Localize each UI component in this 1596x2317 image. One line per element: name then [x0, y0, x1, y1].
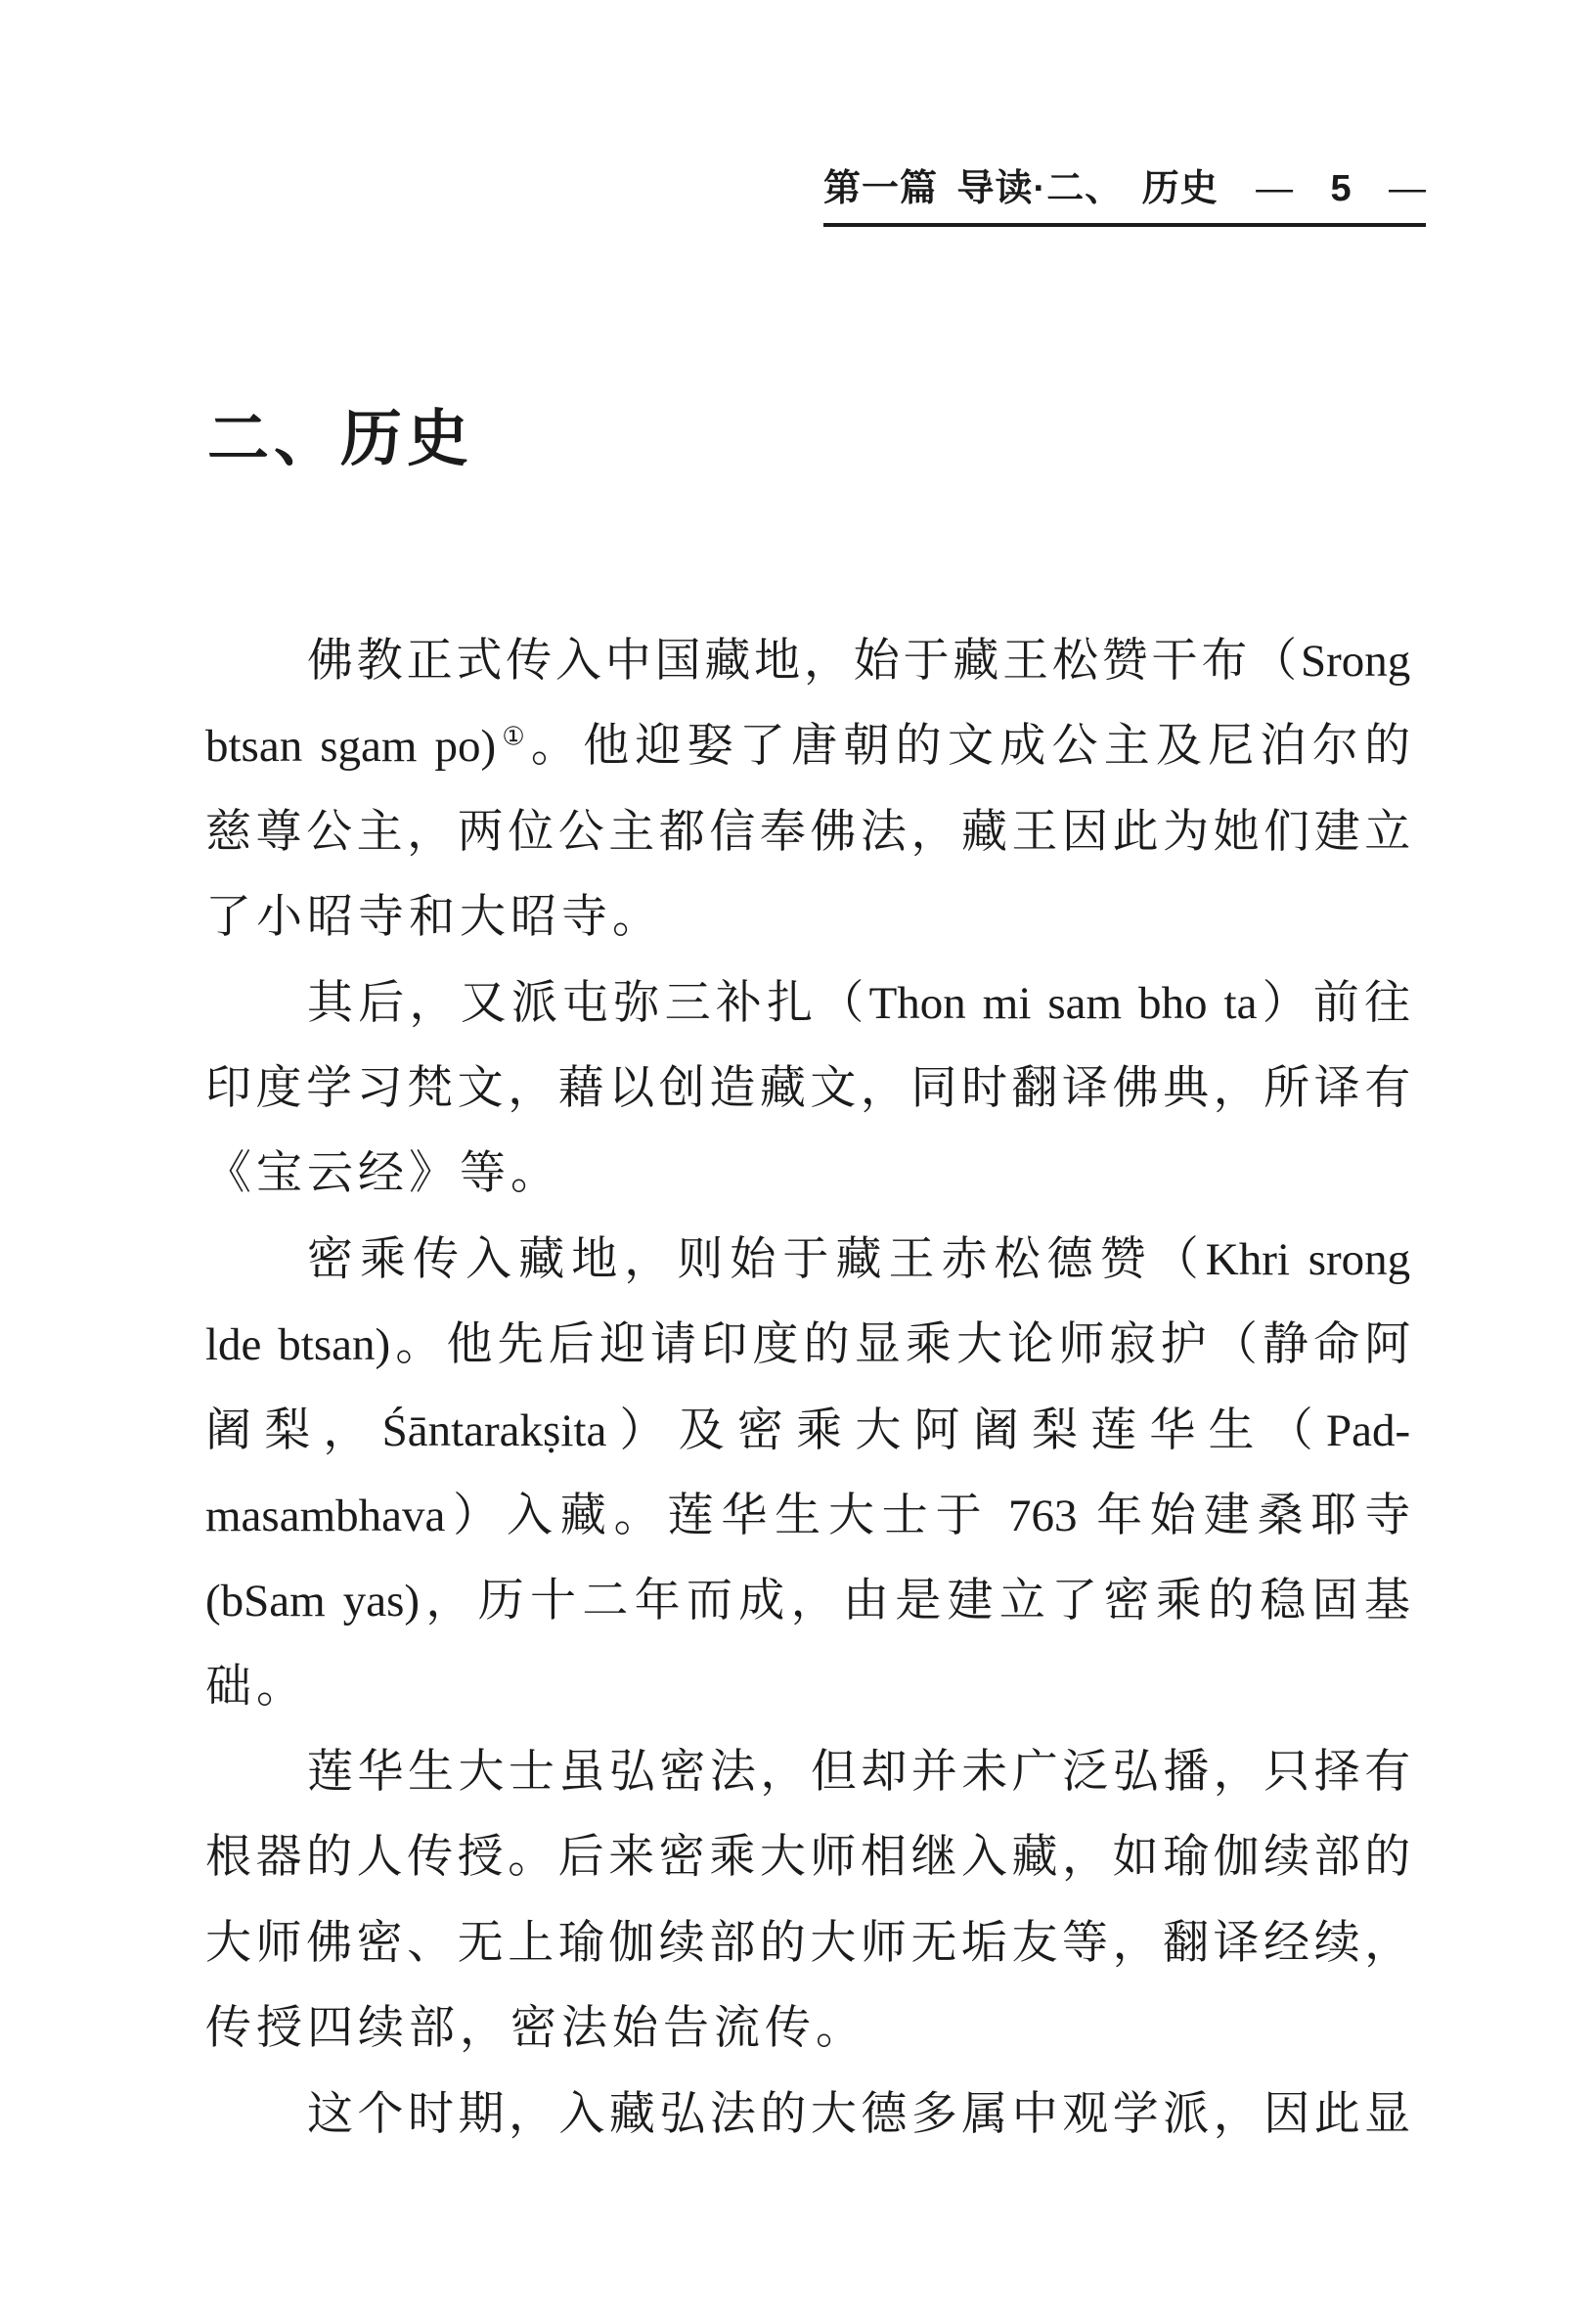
text-line: (bSam yas)，历十二年而成，由是建立了密乘的稳固基	[205, 1576, 1411, 1627]
latin-text: (bSam yas)	[205, 1576, 421, 1627]
text-line: 印度学习梵文，藉以创造藏文，同时翻译佛典，所译有	[205, 1062, 1411, 1114]
body-text	[205, 619, 1410, 2158]
latin-text: masambhava	[205, 1490, 446, 1541]
latin-text: Srong	[1300, 636, 1411, 687]
text-line: masambhava）入藏。莲华生大士于 763 年始建桑耶寺	[205, 1490, 1411, 1541]
header-breadcrumb: 第一篇 导读·二、 历史	[823, 168, 1219, 209]
latin-text: 763	[989, 1490, 1097, 1541]
text-line: 了小昭寺和大昭寺。	[205, 892, 663, 944]
header-dash-right: —	[1389, 168, 1426, 209]
latin-text: btsan sgam po)	[205, 721, 497, 773]
text-line: 佛教正式传入中国藏地，始于藏王松赞干布（Srong	[307, 636, 1411, 687]
latin-text: lde btsan)	[205, 1319, 391, 1371]
text-line: 大师佛密、无上瑜伽续部的大师无垢友等，翻译经续，	[205, 1917, 1411, 1969]
text-line: 莲华生大士虽弘密法，但却并未广泛弘播，只择有	[307, 1747, 1411, 1799]
latin-text: Thon mi sam bho ta	[868, 977, 1258, 1029]
latin-text: Śāntarakṣita	[381, 1404, 607, 1456]
text-line: 这个时期，入藏弘法的大德多属中观学派，因此显	[307, 2088, 1411, 2140]
chapter-title: 二、历史	[207, 405, 473, 473]
text-line: 密乘传入藏地，则始于藏王赤松德赞（Khri srong	[307, 1233, 1411, 1285]
latin-text: Pad-	[1325, 1404, 1411, 1456]
text-line: 慈尊公主，两位公主都信奉佛法，藏王因此为她们建立	[205, 806, 1411, 858]
header-dash-left: —	[1256, 168, 1294, 209]
footnote-marker: ①	[496, 722, 531, 751]
text-line: btsan sgam po)①。他迎娶了唐朝的文成公主及尼泊尔的	[205, 721, 1411, 773]
text-line: 阇梨，Śāntarakṣita）及密乘大阿阇梨莲华生（Pad-	[205, 1404, 1411, 1456]
text-line: 础。	[205, 1661, 307, 1713]
running-header	[823, 170, 1426, 227]
text-line: 传授四续部，密法始告流传。	[205, 2003, 866, 2055]
latin-text: Khri srong	[1205, 1233, 1411, 1285]
text-line: lde btsan)。他先后迎请印度的显乘大论师寂护（静命阿	[205, 1319, 1411, 1371]
text-line: 《宝云经》等。	[205, 1148, 561, 1200]
text-line: 其后，又派屯弥三补扎（Thon mi sam bho ta）前往	[307, 977, 1411, 1029]
header-page-number: 5	[1330, 168, 1352, 209]
text-line: 根器的人传授。后来密乘大师相继入藏，如瑜伽续部的	[205, 1832, 1411, 1884]
